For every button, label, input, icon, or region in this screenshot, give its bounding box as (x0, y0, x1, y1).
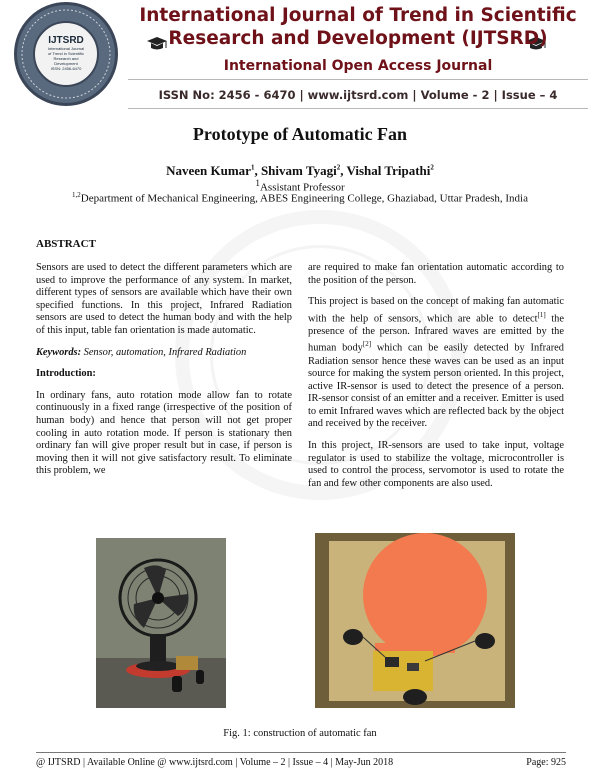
journal-title-line1: International Journal of Trend in Scientific (139, 5, 577, 26)
paragraph (308, 296, 564, 431)
text-run: which can be easily detected by Infrared Radiation sensor hence these waves can be used as an input source for making the system person oriented. In this project, active IR-sensor is used to detect the presence of a person. IR-sensor consist of an emitter and a receiver. Emitter is used to emit Infrared waves which are reflected back by the object and received by the receiver. (308, 342, 564, 430)
journal-subtitle: International Open Access Journal (223, 58, 493, 74)
affil-sup: 1,2 (72, 191, 81, 199)
affiliation (0, 191, 600, 205)
text-run: the presence of the person. Infrared waves are emitted by the human body (308, 313, 564, 354)
right-column (308, 262, 564, 499)
author-name: Vishal Tripathi (346, 163, 431, 178)
affiliation-text: Department of Mechanical Engineering, ABES Engineering College, Ghaziabad, Uttar Pradesh, India (80, 192, 528, 205)
journal-seal (14, 2, 118, 106)
abstract-text: Sensors are used to detect the different parameters which are used to improve the performance of any system. In market, different types of sensors are available which have their own specified functions. In this project, Infrared Radiation sensors are used to detect the human body and with the help of this input, table fan orientation is made automatic. (36, 262, 292, 336)
header-divider (128, 79, 588, 80)
role-sup: 1 (255, 178, 260, 188)
intro-text: In ordinary fans, auto rotation mode allow fan to rotate continuously in a fixed range (irrespective of the position of human body) and hence that person will not get proper cooling in auto rotation mode. If person is stationary then ordinary fan will give proper result but in case, if person is moving then it will not give satisfactory result. To eliminate this problem, we (36, 389, 292, 477)
author-sup: 2 (430, 163, 434, 172)
seal-line: ISSN: 2456-6470 (50, 66, 82, 71)
author-sup: 2 (336, 163, 341, 172)
left-column (36, 262, 292, 487)
journal-header (0, 0, 600, 112)
author-sup: 1 (250, 163, 255, 172)
page-number: Page: 925 (526, 757, 566, 768)
keywords-text: Sensor, automation, Infrared Radiation (81, 346, 247, 358)
author-name: Shivam Tyagi (260, 163, 337, 178)
author-name: Naveen Kumar (166, 163, 251, 178)
text-run: This project is based on the concept of making fan automatic with the help of sensors, which are able to detect (308, 296, 564, 325)
seal-line: Development (54, 61, 78, 66)
seal-line: International Journal (47, 46, 85, 51)
abstract-heading: ABSTRACT (36, 238, 96, 250)
footer-divider (36, 752, 566, 753)
footer-left: @ IJTSRD | Available Online @ www.ijtsrd.com | Volume – 2 | Issue – 4 | May-Jun 2018 (36, 757, 394, 768)
keywords-label: Keywords: (36, 346, 82, 358)
journal-title (128, 4, 588, 50)
citation-ref: [1] (537, 310, 546, 319)
seal-center (33, 21, 99, 87)
intro-heading: Introduction: (36, 368, 96, 380)
seal-line: Research and (53, 56, 79, 61)
header-divider (128, 108, 588, 109)
citation-ref: [2] (362, 340, 372, 349)
figure-caption: Fig. 1: construction of automatic fan (223, 728, 377, 739)
paper-title: Prototype of Automatic Fan (192, 124, 408, 144)
fan-prototype-photo (96, 538, 226, 708)
circuit-photo-illustration (315, 533, 515, 708)
circuit-prototype-photo (315, 533, 515, 708)
paragraph: In this project, IR-sensors are used to take input, voltage regulator is used to stabilize the voltage, microcontroller is used to control the process, servomotor is used to rotate the fan and few other components are also used. (308, 440, 564, 489)
seal-line: of Trend in Scientific (47, 51, 85, 56)
fan-photo-illustration (96, 538, 226, 708)
author-list: Naveen Kumar$^1$, Shivam Tyagi$^2$, Vishal Tripathi$^2$ (166, 163, 434, 178)
keywords (36, 347, 292, 360)
journal-title-line2: Research and Development (IJTSRD) (168, 28, 548, 49)
role-text: Assistant Professor (259, 181, 345, 194)
issn-line: ISSN No: 2456 - 6470 | www.ijtsrd.com | Volume - 2 | Issue – 4 (158, 88, 558, 102)
seal-logo-text: IJTSRD (48, 35, 84, 46)
paragraph: are required to make fan orientation automatic according to the position of the person. (308, 262, 564, 286)
